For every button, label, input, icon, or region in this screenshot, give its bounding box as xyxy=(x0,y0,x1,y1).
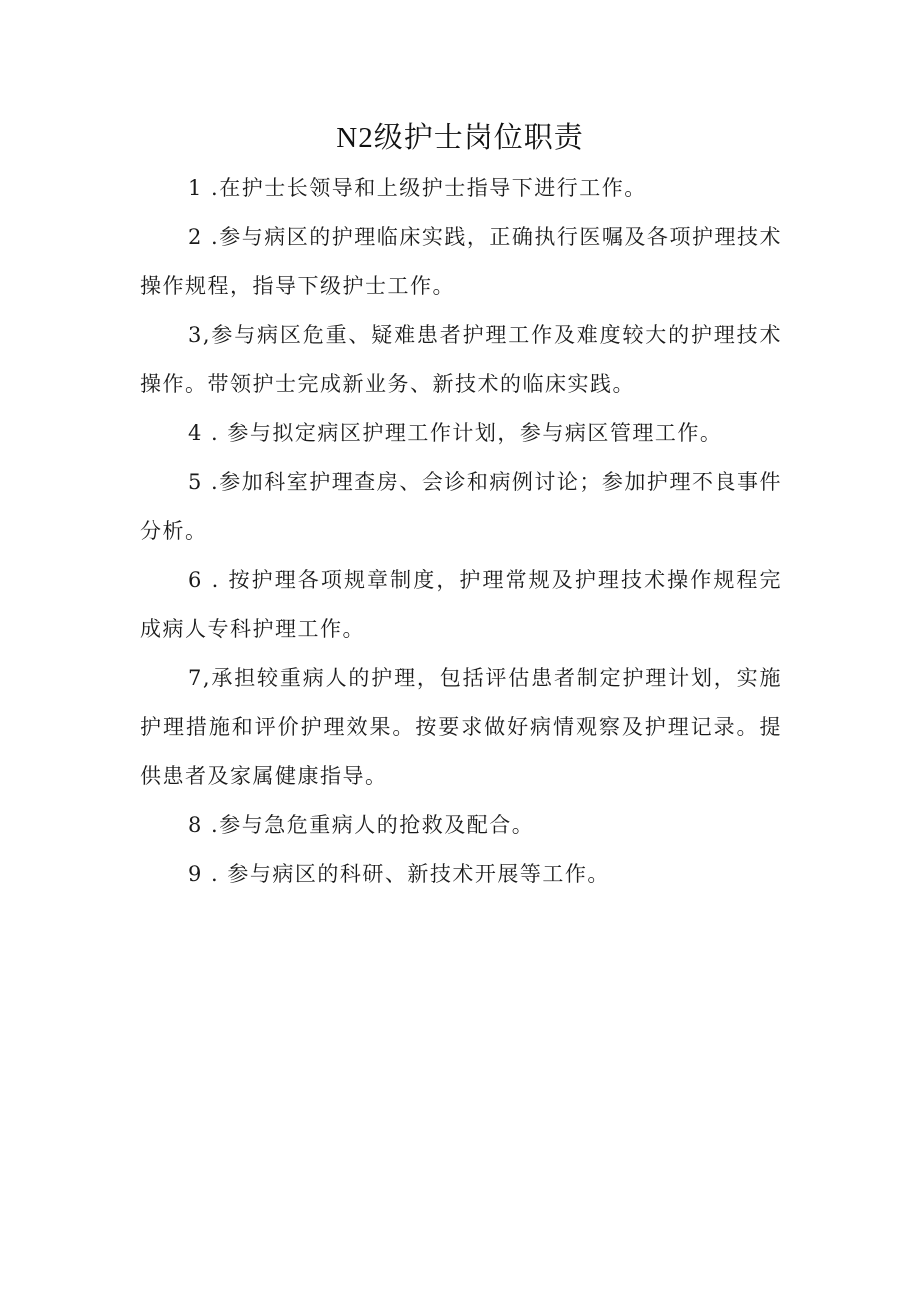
duty-item-7: 7,承担较重病人的护理，包括评估患者制定护理计划，实施护理措施和评价护理效果。按要求做好病情观察及护理记录。提供患者及家属健康指导。 xyxy=(140,666,782,788)
duty-item-8: 8 .参与急危重病人的抢救及配合。 xyxy=(188,813,535,837)
duty-item-5: 5 .参加科室护理查房、会诊和病例讨论；参加护理不良事件分析。 xyxy=(140,470,782,543)
page-title: N2级护士岗位职责 xyxy=(336,122,584,154)
duty-item-4: 4 . 参与拟定病区护理工作计划，参与病区管理工作。 xyxy=(188,421,723,445)
duty-list xyxy=(140,164,782,899)
duty-item-9: 9 . 参与病区的科研、新技术开展等工作。 xyxy=(188,862,610,886)
duty-item-2: 2 .参与病区的护理临床实践，正确执行医嘱及各项护理技术操作规程，指导下级护士工作。 xyxy=(140,225,782,298)
duty-item-6: 6 . 按护理各项规章制度，护理常规及护理技术操作规程完成病人专科护理工作。 xyxy=(140,568,782,641)
duty-item-1: 1 .在护士长领导和上级护士指导下进行工作。 xyxy=(188,176,647,200)
duty-item-3: 3,参与病区危重、疑难患者护理工作及难度较大的护理技术操作。带领护士完成新业务、新技术的临床实践。 xyxy=(140,323,782,396)
